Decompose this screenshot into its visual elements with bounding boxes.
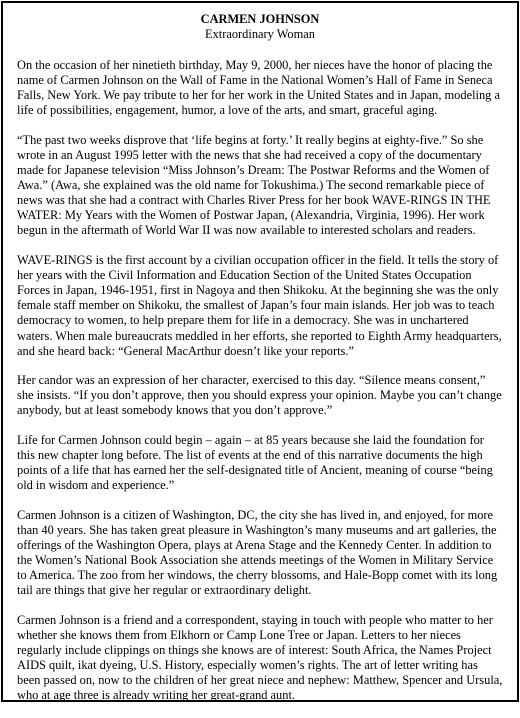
paragraph-birthday-tribute: On the occasion of her ninetieth birthday, May 9, 2000, her nieces have the honor of placing the name of Carmen Johnson on the Wall of Fame in the National Women’s Hall of Fame in Seneca Falls, New York. We pay tribute to her for her work in the United States and in Japan, modeling a life of possibilities, engagement, humor, a love of the arts, and smart, graceful aging. (17, 58, 500, 118)
document-body (17, 12, 503, 718)
document-subtitle: Extraordinary Woman (205, 27, 315, 41)
paragraph-life-begins: “The past two weeks disprove that ‘life begins at forty.’ It really begins at eighty-five.” So she wrote in an August 1995 letter with the news that she had received a copy of the documentary made for Japanese television “Miss Johnson’s Dream: The Postwar Reforms and the Women of Awa.” (Awa, she explained was the old name for Tokushima.) The second remarkable piece of news was that she had a contract with Charles River Press for her book WAVE-RINGS IN THE WATER: My Years with the Women of Postwar Japan, (Alexandria, Virginia, 1996). Her work begun in the aftermath of World War II was now available to interested scholars and readers. (17, 132, 491, 238)
paragraph-washington: Carmen Johnson is a citizen of Washington, DC, the city she has lived in, and enjoyed, for more than 40 years. She has taken great pleasure in Washington’s many museums and art galleries, the offerings of the Washington Opera, plays at Arena Stage and the Kennedy Center. In addition to the Women’s National Book Association she attends meetings of the Women in Military Service to America. The zoo from her windows, the cherry blossoms, and Hale-Bopp comet with its long tail are things that give her regular or extraordinary delight. (17, 507, 498, 598)
paragraph-wave-rings: WAVE-RINGS is the first account by a civilian occupation officer in the field. It tells the story of her years with the Civil Information and Education Section of the United States Occupation Forces in Japan, 1946-1951, first in Nagoya and then Shikoku. At the beginning she was the only female staff member on Shikoku, the smallest of Japan’s four main islands. Her job was to teach democracy to women, to help prepare them for life in a democracy. She was in unchartered waters. When male bureaucrats meddled in her efforts, she reported to Eighth Army headquarters, and she heard back: “General MacArthur doesn’t like your reports.” (17, 253, 502, 358)
paragraph-candor: Her candor was an expression of her character, exercised to this day. “Silence means consent,” she insists. “If you don’t approve, then you should express your opinion. Maybe you can’t change anybody, but at least somebody knows that you don’t approve.” (17, 373, 502, 418)
paragraph-correspondent: Carmen Johnson is a friend and a correspondent, staying in touch with people who matter to her whether she knows them from Elkhorn or Camp Lone Tree or Japan. Letters to her nieces regularly include clippings on things she knows are of interest: South Africa, the Names Project AIDS quilt, ikat dyeing, U.S. History, especially women’s rights. The art of letter writing has been passed on, now to the children of her great niece and nephew: Matthew, Spencer and Ursula, who at age three is already writing her great-grand aunt. (17, 612, 503, 703)
paragraph-new-chapter: Life for Carmen Johnson could begin – again – at 85 years because she laid the foundation for this new chapter long before. The list of events at the end of this narrative documents the high points of a life that has earned her the self-designated title of Ancient, meaning of course “being old in wisdom and experience.” (17, 432, 493, 493)
document-title: CARMEN JOHNSON (200, 12, 320, 26)
